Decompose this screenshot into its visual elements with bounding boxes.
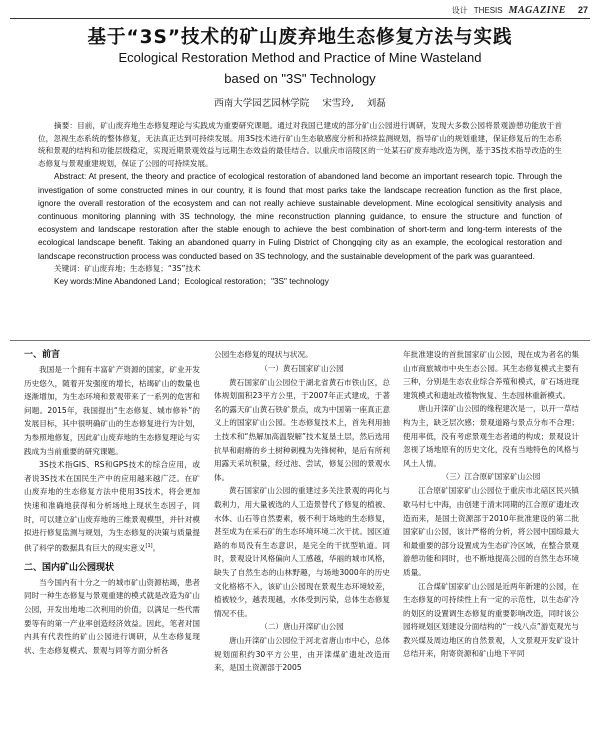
header-section: 设计 [451,5,468,15]
section-heading-intro: 一、前言 [24,350,61,360]
abstract-cn: 摘要：目前，矿山废弃地生态修复理论与实践成为重要研究课题。通过对我国已建成的部分矿山公园进行调研，发现大多数公园将景观游憩功能放于首位，忽视生态系统的整体修复，无法真正达到可持续发展。用3S技术进行矿山生态敏感度分析和持续监测规划，指导矿山的规划重建，保证修复后的生态系统和景观的结构和功能层级稳定，实现近期景观效益与远期生态效益的最佳结合。以重庆市涪陵区的一处某石矿废弃地改造为例，基于3S技术指导改造的生态修复与景观重建规划，保证了公园的可持续发展。 [38,121,562,168]
body-divider [10,340,590,341]
citation-ref: [1] [145,542,153,549]
author-1: 宋雪玲, [322,98,354,109]
keywords-en: Key words:Mine Abandoned Land；Ecological restoration；"3S" technology [54,277,329,287]
keywords-cn: 关键词：矿山废弃地；生态修复；“3S”技术 [54,263,201,273]
article-title-cn: 基于“3S”技术的矿山废弃地生态修复方法与实践 [87,27,513,48]
author-2: 刘磊 [366,98,386,109]
article-title-en-line1: Ecological Restoration Method and Practice of Mine Wasteland [118,50,482,65]
subsection-heading-tangshan: （二）唐山开滦矿山公园 [260,622,344,632]
body-column-3 [403,348,579,661]
paragraph: 江合原矿国家矿山公园位于重庆市北碚区民兴镇歇马村七中海，由创建于清末同期的江合原矿遗址改造而来，是国土资源部于2010年批准建设的第二批国家矿山公园，该计严格的分析，将公园中国综最大和最重要的部分设置成为生态矿冷区域，在整合景观游憩功能和同时，也不断地提高公园的自然生态环境质量。 [403,486,579,577]
abstract-en: Abstract: At present, the theory and practice of ecological restoration of abandoned land become an important research topic. Through the investigation of some constructed mines in our country, it is found that most parks take the landscape recreation function as the first place, ignore the overall restoration of the ecosystem and can not really achieve sustainable development. Mine ecological sensitivity analysis and continuous monitoring planning with 3S technology, the mine reconstruction planning guidance, to ensure the structure and function of ecosystem and landscape restoration after the stable enough to achieve the best combination of short-term and long-term interests of the ecological landscape benefit. Taking an abandoned quarry in Fuling District of Chongqing city as an example, the ecological restoration and landscape reconstruction process was conducted based on 3S technology, and the sustainable development of the park was guaranteed. [38,172,562,261]
section-heading-status: 二、国内矿山公园现状 [24,562,115,573]
article-title-en-line2: based on "3S" Technology [224,71,376,86]
paragraph-tail: 。 [152,543,161,553]
paragraph: 唐山开滦矿山公园的缘程建次是一，以开一草结构为主，缺乏层次感；景观道路与景点分布不合理；使用率低，没有考虑景观生态者通的构成；景观设计忽视了场地原有的历史文化，没有当地特色的风格与风土人情。 [403,404,579,468]
subsection-heading-jianghe: （三）江合原矿国家矿山公园 [441,472,541,482]
affiliation: 西南大学园艺园林学院 [214,98,310,109]
paragraph: 年批准建设的首批国家矿山公园，现在成为者名的集山市商旅城市中央生态公园。其生态修复模式主要有三种，分别是生态农业综合养殖和模式，矿石场进现建筑模式和遗址改植物恢复、生态园林重新模式。 [403,350,579,400]
paragraph: 唐山开滦矿山公园位于河北省唐山市中心，总体规划面积约30平方公里，由开滦煤矿遗址改造而来，是国土资源部于2005 [214,636,390,673]
paragraph: 黄石国家矿山公园位于湖北省黄石市铁山区，总体规划面积23平方公里，于2007年正式建成，于著名的露天矿山黄石铁矿景点，成为中国第一座真正意义上的国家矿山公园。生态修复技术上，首先利用抽土技术和“热解加高温裂解”技术复垦土层，然后选用抗旱和耐瘠的乡土树种刺槐为先锋树种，是后有所利用露天采坑积量，经过池、尝试，修复公园的景观水体。 [214,377,390,482]
paragraph-text: 3S技术指GIS、RS和GPS技术的综合应用，或者说3S技术在国民生产中的应用越来越广泛。在矿山废弃地的生态修复方法中使用3S技术，将会更加快速和准确地获得和分析场地上现状生态因子，同时，可以建立矿山废弃地的三维景观模型，并针对模拟进行修复监测与规划，为生态修复的决策与质量提供了科学的数据具有巨大的现实意义 [24,460,200,553]
paragraph: 当今国内有十分之一的城市矿山资源枯竭，患者同时一种生态修复与景观重建的模式就是改造为矿山公园，开发出地地二次利用的价值，以满足一些代需要等有的第一产业率创造经济效益。因此，笔者对国内具有代表性的矿山公园进行调研，从生态修复现状、生态修复模式、景观与同等方面分析各 [24,577,200,655]
header-tag: THESIS [473,5,503,15]
subsection-heading-huangshi: （一）黄石国家矿山公园 [260,363,344,373]
page-number: 27 [577,5,588,15]
magazine-name: MAGAZINE [508,4,566,16]
author-line [0,95,600,109]
paragraph [24,458,200,555]
abstract-block [38,120,562,289]
body-column-1 [24,348,200,657]
paragraph: 公园生态修复的现状与状况。 [214,350,313,359]
paragraph: 黄石国家矿山公园的重建过多关注景观的再化与载利力，用大量被选的人工造景替代了修复的植被、水体、山石等自然要素，极不利于场地的生态修复，甚至成为在采石矿的生态环境环境二次干扰。园区道路的布局没有生态意识，是完全的干扰型轨道。同时，景观设计风格偏向人工感越，华丽的城市风格，缺失了自然生态的山林野趣，与场地3000年的历史文化格格不入，该矿山公园现在景观生态环境较差，植被较少，越表现越，水体受到污染，总体生态修复情况不佳。 [214,486,390,618]
body-column-2 [214,348,390,675]
paragraph: 我国是一个拥有丰富矿产资源的国家，矿业开发历史悠久，随着开发强度的增长，枯竭矿山的数量也逐渐增加，为生态环境和景观带来了一系列的危害和问题。2015年，我国提出“生态修复、城市修补”的发展目标，其中很明确矿山的生态修复进行为计划，为参照地修复，因此矿山废弃地的生态修复理论与实践成为当前重要的研究课题。 [24,365,200,456]
header-rule [10,18,590,19]
running-header [452,3,588,17]
paragraph: 江合煤矿国家矿山公园是近两年新建的公园，在生态修复的可持续性上有一定的示范性，以生态矿冷的划区的设置调生态修复的重要影响改造，同时该公园将规划区划建设分面结构的“一线八点”游览观光与教兴煤及周边地区的自然景观，人文景观开发矿设计总结开来，附寄资源和矿山地下平同 [403,581,579,659]
